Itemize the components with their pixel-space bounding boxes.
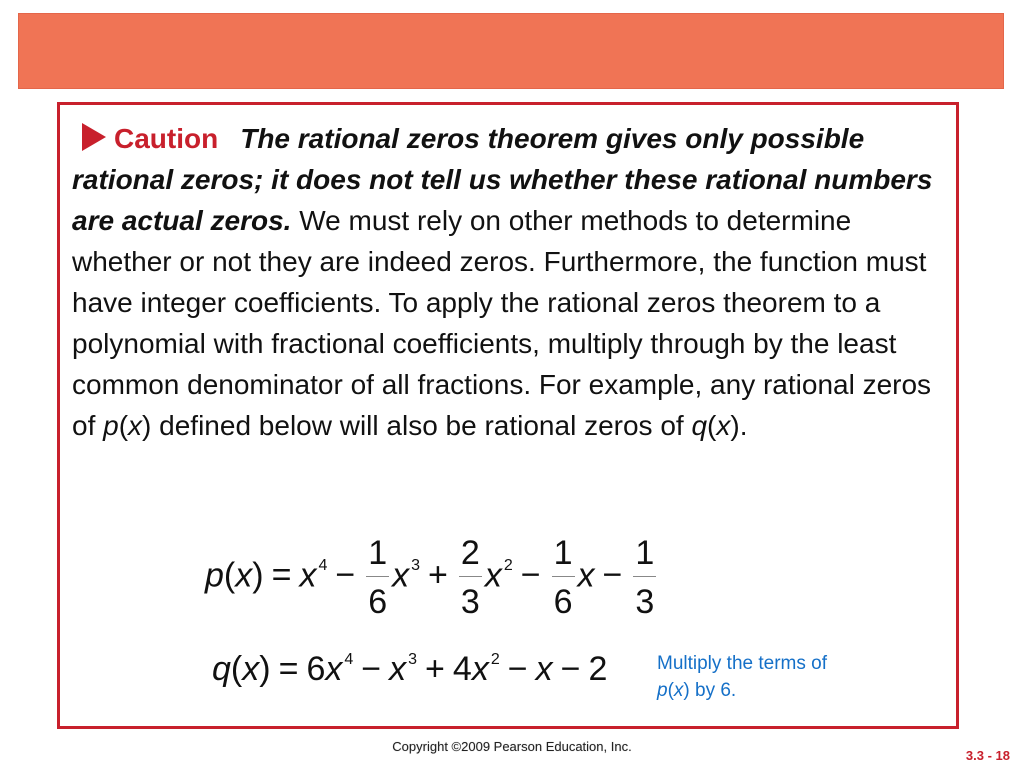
paren-open-2: ( bbox=[707, 410, 717, 441]
q-t1-exp: 4 bbox=[344, 651, 354, 668]
p-t2-den: 6 bbox=[368, 583, 388, 621]
caution-body-a: We must rely on other methods to determine whether or not they are indeed zeros. Furthermore, the function must have integer coefficients. To apply the rational zeros theorem to a polynomial with fractional coefficients, multiply through by the least common denominator of all fractions. For example, any rational zeros of bbox=[72, 205, 932, 441]
p-t5-fraction bbox=[633, 534, 656, 621]
q-op2: + bbox=[425, 650, 445, 688]
side-note-close: ) bbox=[683, 680, 690, 701]
caution-label: Caution bbox=[114, 123, 219, 154]
p-t5-den: 3 bbox=[635, 583, 655, 621]
p-t4-fraction bbox=[552, 534, 575, 621]
q-t1-var: x bbox=[325, 650, 343, 688]
p-op4: − bbox=[602, 556, 623, 595]
var-x: x bbox=[128, 410, 143, 441]
p-t3-den: 3 bbox=[460, 583, 480, 621]
q-equals: = bbox=[278, 650, 299, 688]
side-note-var-p: p bbox=[657, 680, 668, 701]
side-note-open: ( bbox=[667, 680, 674, 701]
p-fn: p bbox=[205, 556, 224, 595]
q-t1-coef: 6 bbox=[306, 650, 326, 688]
p-equals: = bbox=[271, 556, 292, 595]
p-t4-den: 6 bbox=[553, 583, 573, 621]
q-t3-var: x bbox=[471, 650, 489, 688]
p-t4-num: 1 bbox=[552, 534, 575, 577]
var-x-2: x bbox=[716, 410, 731, 441]
side-note-rest: by 6. bbox=[689, 680, 737, 701]
var-q: q bbox=[691, 410, 708, 441]
var-p: p bbox=[103, 410, 119, 441]
caution-body-b: defined below will also be rational zeros of bbox=[151, 410, 692, 441]
p-t2-num: 1 bbox=[366, 534, 389, 577]
p-t1-var: x bbox=[299, 556, 317, 595]
equation-p: p(x) = x $^4$ − $\frac{1}{6}$ x $^3$ + $\frac{2}{3}$ x $^2$ − $\frac{1}{6}$ x − $\frac{1}{3}$ bbox=[205, 534, 655, 621]
q-arg: x bbox=[242, 650, 260, 688]
paren-close-2: ) bbox=[730, 410, 740, 441]
q-t2-exp: 3 bbox=[408, 651, 418, 668]
q-t3-coef: 4 bbox=[452, 650, 472, 688]
p-t3-num: 2 bbox=[459, 534, 482, 577]
side-note bbox=[657, 650, 907, 704]
p-t4-var: x bbox=[577, 556, 595, 595]
triangle-bullet-icon bbox=[82, 123, 106, 151]
q-t2-var: x bbox=[389, 650, 407, 688]
q-t4-var: x bbox=[535, 650, 553, 688]
side-note-line1: Multiply the terms of bbox=[657, 653, 827, 674]
caution-body-c: . bbox=[739, 410, 748, 441]
p-t3-exp: 2 bbox=[503, 557, 513, 575]
title-bar bbox=[18, 13, 1004, 89]
q-fn: q bbox=[212, 650, 231, 688]
q-t3-exp: 2 bbox=[490, 651, 500, 668]
p-t2-fraction bbox=[366, 534, 389, 621]
p-t5-num: 1 bbox=[633, 534, 656, 577]
paren-open: ( bbox=[118, 410, 129, 441]
p-op3: − bbox=[520, 556, 541, 595]
q-op4: − bbox=[560, 650, 581, 688]
equation-q: q(x) = 6x $^4$ − x $^3$ + 4x $^2$ − x − 2 bbox=[212, 650, 608, 688]
caution-emphasis: The rational zeros theorem gives only possible rational zeros; it does not tell us whether these rational numbers are actual zeros. bbox=[72, 123, 933, 236]
p-op2: + bbox=[428, 556, 448, 595]
p-op1: − bbox=[335, 556, 356, 595]
p-t2-var: x bbox=[392, 556, 410, 595]
copyright-footer: Copyright ©2009 Pearson Education, Inc. bbox=[392, 739, 632, 754]
paren-close: ) bbox=[142, 410, 152, 441]
q-op1: − bbox=[361, 650, 382, 688]
p-t1-exp: 4 bbox=[318, 557, 328, 575]
q-op3: − bbox=[507, 650, 528, 688]
caution-paragraph bbox=[72, 118, 952, 446]
p-t2-exp: 3 bbox=[411, 557, 421, 575]
p-t3-fraction bbox=[459, 534, 482, 621]
q-t5: 2 bbox=[588, 650, 608, 688]
side-note-var-x: x bbox=[673, 680, 684, 701]
page-number: 3.3 - 18 bbox=[965, 748, 1010, 763]
p-t3-var: x bbox=[484, 556, 502, 595]
p-arg: x bbox=[235, 556, 253, 595]
